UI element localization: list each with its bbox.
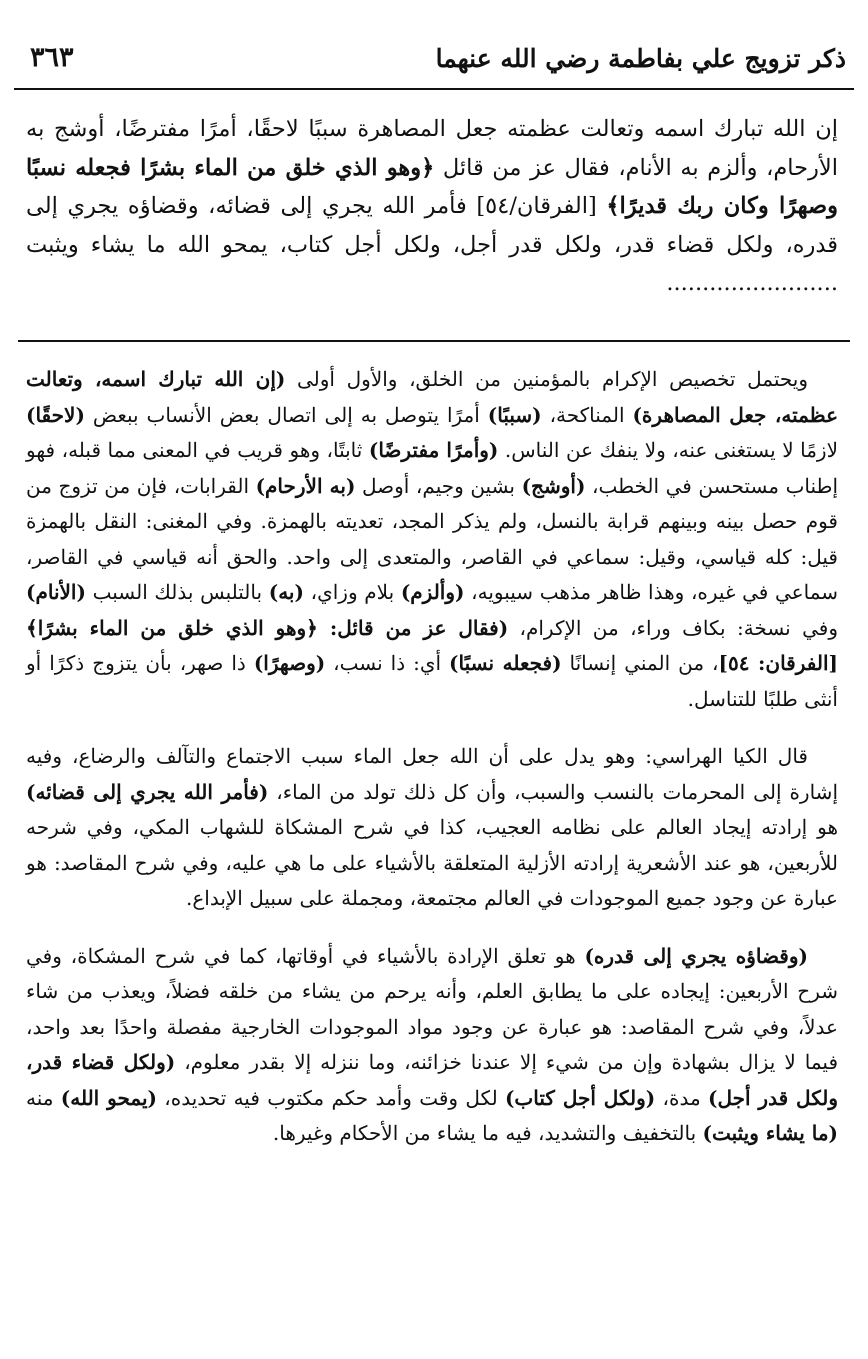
commentary-paragraph <box>26 362 838 717</box>
bold-quoted-phrase: (أوشج) <box>521 473 586 498</box>
bold-quoted-phrase: (وأمرًا مفترضًا) <box>368 438 499 462</box>
page-number: ٣٦٣ <box>30 42 74 73</box>
commentary <box>26 362 838 1174</box>
commentary-text: أمرًا يتوصل به إلى اتصال بعض الأنساب ببعض <box>84 402 488 427</box>
bold-quoted-phrase: (وقضاؤه يجري إلى قدره) <box>584 943 808 968</box>
commentary-paragraph <box>26 739 838 917</box>
running-header <box>18 40 850 86</box>
commentary-text: منه <box>26 1085 61 1110</box>
continuation-dots: ........................ <box>666 270 838 296</box>
commentary-text: ويحتمل تخصيص الإكرام بالمؤمنين من الخلق، والأول أولى <box>285 367 808 391</box>
chapter-title: ذكر تزويج علي بفاطمة رضي الله عنهما <box>435 44 846 73</box>
bold-quoted-phrase: (لاحقًا) <box>26 402 85 427</box>
main-text-part: [الفرقان/٥٤] فأمر الله يجري إلى قضائه، وقضاؤه يجري إلى قدره، ولكل قضاء قدر، ولكل قدر أجل، ولكل أجل كتاب، يمحو الله ما يشاء ويثبت <box>26 193 838 258</box>
commentary-text: القرابات، فإن من تزوج من قوم حصل بينه وبينهم قرابة بالنسل، ولم يذكر المجد، تعديته بالهمزة. وفي المغنى: النقل بالهمزة قيل: كله قياسي، وقيل: سماعي في القاصر، والمتعدى إلى واحد. والحق أنه قياسي في القاصر، سماعي في غيره، وهذا ظاهر مذهب سيبويه، <box>26 473 839 604</box>
commentary-text: بالتلبس بذلك السبب <box>85 580 269 604</box>
commentary-text: بالتخفيف والتشديد، فيه ما يشاء من الأحكام وغيرها. <box>272 1121 703 1145</box>
quran-verse: ﴿وهو الذي خلق من الماء بشرًا فجعله نسبًا وصهرًا وكان ربك قديرًا﴾ <box>26 154 839 219</box>
bold-quoted-phrase: (فقال عز من قائل: ﴿وهو الذي خلق من الماء بشرًا﴾ [الفرقان: ٥٤] <box>26 615 839 675</box>
commentary-text: هو تعلق الإرادة بالأشياء في أوقاتها، كما في شرح المشكاة، وفي شرح الأربعين: إيجاده على ما يطابق العلم، وأنه يرحم من يشاء من خلقه فضلاً، ويعذب من شاء عدلاً، وفي شرح المقاصد: هو عبارة عن وجود مواد الموجودات الخارجية مفصلة واحدًا بعد واحد، فيما لا يزال بشهادة وإن من شيء إلا عندنا خزائنه، وما ننزله إلا بقدر معلوم، <box>26 943 839 1074</box>
commentary-text: وفي نسخة: بكاف وراء، من الإكرام، <box>508 615 838 640</box>
bold-quoted-phrase: (ولكل أجل كتاب) <box>504 1085 656 1110</box>
bold-quoted-phrase: (إن الله تبارك اسمه، وتعالت عظمته، جعل المصاهرة) <box>26 367 839 427</box>
bold-quoted-phrase: (وصهرًا) <box>253 651 326 675</box>
text-commentary-divider <box>18 340 850 342</box>
commentary-text: ذا صهر، بأن يتزوج ذكرًا أو أنثى طلبًا للتناسل. <box>26 651 838 711</box>
main-text-part: إن الله تبارك اسمه وتعالت عظمته جعل المصاهرة سببًا لاحقًا، أمرًا مفترضًا، أوشج به الأرحام، وألزم به الأنام، فقال عز من قائل <box>26 116 838 181</box>
bold-quoted-phrase: (فأمر الله يجري إلى قضائه) <box>26 779 269 804</box>
bold-quoted-phrase: (الأنام) <box>26 580 86 604</box>
bold-quoted-phrase: (ولكل قضاء قدر، ولكل قدر أجل) <box>26 1050 838 1110</box>
bold-quoted-phrase: (يمحو الله) <box>60 1085 157 1110</box>
commentary-text: لكل وقت وأمد حكم مكتوب فيه تحديده، <box>156 1085 505 1110</box>
header-divider <box>14 88 854 90</box>
commentary-text: بشين وجيم، أوصل <box>355 473 522 498</box>
bold-quoted-phrase: (فجعله نسبًا) <box>449 651 562 675</box>
commentary-text: ، من المني إنسانًا <box>561 651 719 675</box>
bold-quoted-phrase: (ما يشاء ويثبت) <box>702 1121 838 1145</box>
commentary-text: لازمًا لا يستغنى عنه، ولا ينفك عن الناس. <box>498 438 838 462</box>
main-text <box>26 110 838 303</box>
commentary-text: بلام وزاي، <box>303 580 401 604</box>
commentary-text: هو إرادته إيجاد العالم على نظامه العجيب، كذا في شرح المشكاة للشهاب المكي، وفي شرحه للأربعين، هو عند الأشعرية إرادته الأزلية المتعلقة بالأشياء على ما هي عليه، وفي شرح المقاصد: هو عبارة عن وجود جميع الموجودات في العالم مجتمعة، ومجملة على سبيل الإبداع. <box>26 815 838 910</box>
bold-quoted-phrase: (وألزم) <box>400 580 465 604</box>
bold-quoted-phrase: (به) <box>268 580 304 604</box>
bold-quoted-phrase: (به الأرحام) <box>255 473 356 498</box>
commentary-text: قال الكيا الهراسي: وهو يدل على أن الله جعل الماء سبب الاجتماع والتآلف والرضاع، وفيه إشارة إلى المحرمات بالنسب والسبب، وأن كل ذلك تولد من الماء، <box>26 744 838 804</box>
commentary-text: ثابتًا، وهو قريب في المعنى مما قبله، فهو إطناب مستحسن في الخطب، <box>26 438 839 498</box>
commentary-text: المناكحة، <box>541 402 633 427</box>
commentary-paragraph <box>26 939 838 1152</box>
commentary-text: أي: ذا نسب، <box>325 651 450 675</box>
bold-quoted-phrase: (سببًا) <box>487 402 542 427</box>
commentary-text: مدة، <box>655 1085 708 1110</box>
